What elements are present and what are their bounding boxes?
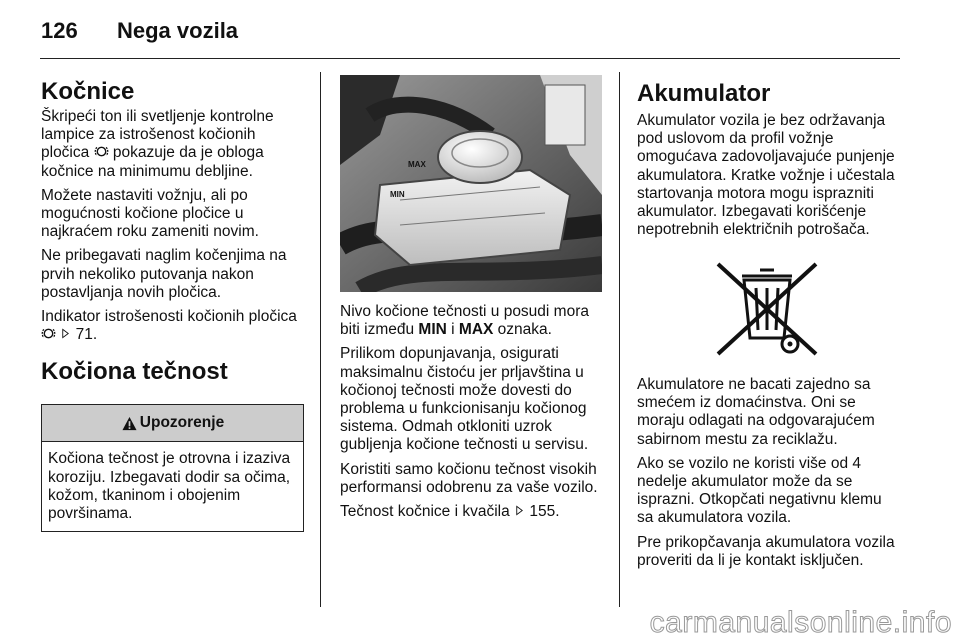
watermark: carmanualsonline.info <box>649 606 952 639</box>
max-mark: MAX <box>458 321 494 339</box>
fluid-p1-end: oznaka. <box>497 321 552 339</box>
brakes-p1-text: Škripeći ton ili svetljenje kontrolne lampice za istrošenost kočionih pločica <box>41 108 274 162</box>
middle-column <box>340 303 605 527</box>
fluid-p1-text: Nivo kočione tečnosti u posudi mora biti između <box>340 303 589 339</box>
fluid-p4-text: Tečnost kočnice i kvačila <box>340 503 510 521</box>
warning-box <box>41 404 304 532</box>
brakes-p4-ref-link[interactable]: 71. <box>75 326 98 344</box>
page-reference-icon <box>514 503 525 518</box>
battery-paragraph-2: Akumulatore ne bacati zajedno sa smećem iz domaćinstva. Oni se moraju odlagati na odgovarajućem sabirnom mestu za reciklažu. <box>637 376 875 448</box>
warning-title: Upozorenje <box>139 414 225 432</box>
brakes-paragraph-4 <box>41 308 306 344</box>
fluid-paragraph-4 <box>340 503 605 521</box>
section-title-brake-fluid: Kočiona tečnost <box>41 358 228 386</box>
fluid-paragraph-3: Koristiti samo kočionu tečnost visokih performansi odobrenu za vaše vozilo. <box>340 460 598 496</box>
right-column-lower <box>637 376 900 576</box>
column-divider-1 <box>320 72 321 607</box>
brake-fluid-reservoir-photo <box>340 75 602 292</box>
battery-paragraph-1: Akumulator vozila je bez održavanja pod uslovom da profil vožnje omogućava zadovoljavajuće punjenje akumulatora. Kratke vožnje i učestala startovanja motora mogu isprazniti akumulator. Izbegavati korišćenje nepotrebnih električnih potrošača. <box>637 112 895 239</box>
brakes-p4-text: Indikator istrošenosti kočionih pločica <box>41 308 297 326</box>
fluid-paragraph-2: Prilikom dopunjavanja, osigurati maksimalnu čistoću jer prljavština u kočionoj tečnosti može dovesti do problema u funkcionisanju kočionog sistema. Odmah otkloniti uzrok gubljenja kočione tečnosti u servisu. <box>340 345 589 454</box>
brake-pad-wear-icon <box>41 326 56 341</box>
brakes-paragraph-2: Možete nastaviti vožnju, ali po mogućnosti kočione pločice u najkraćem roku zameniti novim. <box>41 186 259 241</box>
header-divider <box>40 58 900 59</box>
page-title: Nega vozila <box>117 18 239 43</box>
battery-paragraph-3: Ako se vozilo ne koristi više od 4 nedelje akumulator može da se isprazni. Otkopčati negativnu klemu sa akumulatora vozila. <box>637 454 882 527</box>
warning-header <box>42 405 303 442</box>
right-column <box>637 80 900 245</box>
min-level-label: MIN <box>390 190 405 199</box>
fluid-p4-ref-link[interactable]: 155. <box>529 503 560 521</box>
battery-paragraph-4: Pre prikopčavanja akumulatora vozila proveriti da li je kontakt isključen. <box>637 533 895 569</box>
section-title-brakes: Kočnice <box>41 78 135 105</box>
reservoir-illustration <box>340 75 602 292</box>
section-title-battery: Akumulator <box>637 80 771 107</box>
min-mark: MIN <box>418 321 447 339</box>
warning-triangle-icon <box>121 416 138 431</box>
page-number: 126 <box>41 18 78 43</box>
column-divider-2 <box>619 72 620 607</box>
max-level-label: MAX <box>408 160 426 169</box>
crossed-out-wheelie-bin-icon <box>712 258 822 360</box>
brakes-paragraph-1 <box>41 108 306 181</box>
fluid-paragraph-1 <box>340 303 605 339</box>
page-reference-icon <box>60 326 71 341</box>
warning-text: Kočiona tečnost je otrovna i izaziva koroziju. Izbegavati dodir sa očima, kožom, tkaninom i obojenim površinama. <box>48 450 291 523</box>
brake-pad-wear-icon <box>94 144 109 159</box>
fluid-p1-and: i <box>451 321 455 339</box>
brakes-paragraph-3: Ne pribegavati naglim kočenjima na prvih nekoliko putovanja nakon postavljanja novih pločica. <box>41 247 287 301</box>
brakes-p1-text-after: pokazuje da je obloga kočnice na minimumu debljine. <box>41 144 264 180</box>
left-column <box>41 78 306 532</box>
